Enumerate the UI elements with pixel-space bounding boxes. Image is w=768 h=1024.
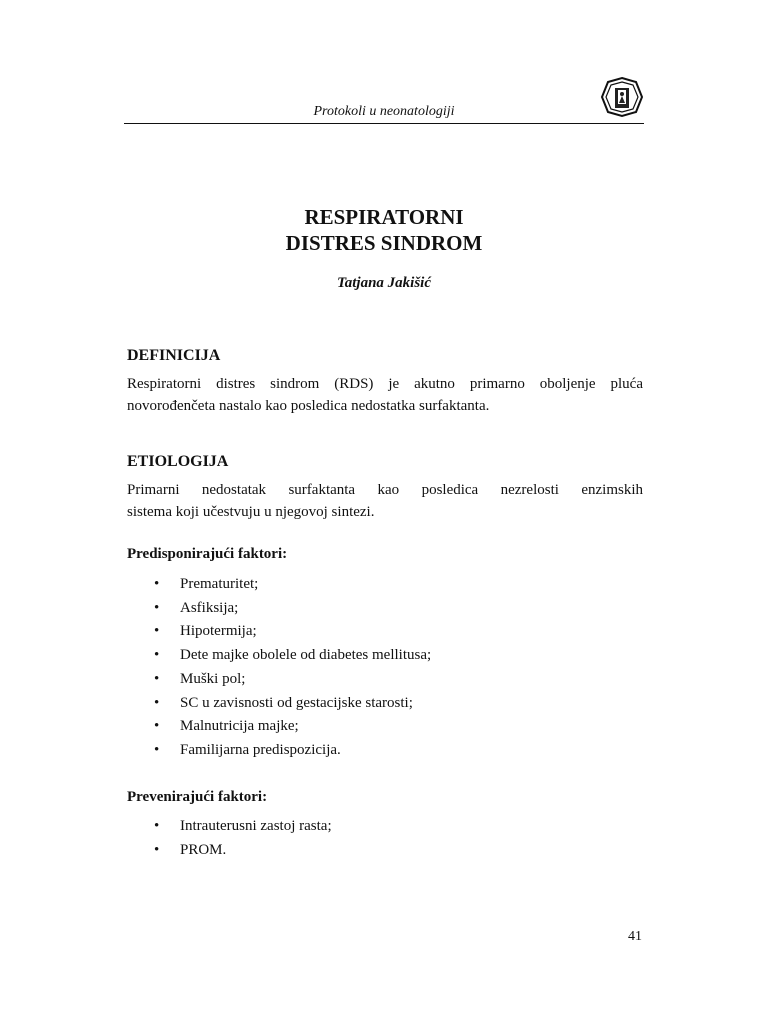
preventive-factors-list <box>127 815 332 862</box>
page-number: 41 <box>628 929 642 944</box>
bullet-icon: • <box>154 647 160 664</box>
title-line-2: DISTRES SINDROM <box>285 231 483 255</box>
etiology-heading: ETIOLOGIJA <box>127 453 229 470</box>
running-header: Protokoli u neonatologiji <box>313 104 455 119</box>
list-item: • Hipotermija; <box>127 620 431 644</box>
list-item: • Muški pol; <box>127 668 431 692</box>
institution-emblem-icon <box>600 76 644 118</box>
bullet-icon: • <box>154 718 160 735</box>
definition-line-1: Respiratorni distres sindrom (RDS) je akutno primarno oboljenje pluća <box>127 376 643 392</box>
bullet-icon: • <box>154 694 160 711</box>
list-item: • Familijarna predispozicija. <box>127 739 431 763</box>
article-title <box>124 204 644 256</box>
title-line-1: RESPIRATORNI <box>304 205 464 229</box>
list-item: • Prematuritet; <box>127 573 431 597</box>
bullet-icon: • <box>154 623 160 640</box>
list-item: • Intrauterusni zastoj rasta; <box>127 815 332 839</box>
list-item: • Dete majke obolele od diabetes mellitusa; <box>127 644 431 668</box>
bullet-icon: • <box>154 818 160 834</box>
etiology-line-1: Primarni nedostatak surfaktanta kao posledica nezrelosti enzimskih <box>127 482 643 498</box>
list-item: • PROM. <box>127 839 332 863</box>
bullet-icon: • <box>154 576 160 592</box>
definition-paragraph <box>127 373 643 417</box>
predisposing-factors-heading: Predisponirajući faktori: <box>127 546 288 562</box>
definition-heading: DEFINICIJA <box>127 347 221 364</box>
author-name: Tatjana Jakišić <box>336 275 432 291</box>
bullet-icon: • <box>154 599 160 616</box>
definition-line-2: novorođenčeta nastalo kao posledica nedostatka surfaktanta. <box>127 398 490 414</box>
bullet-icon: • <box>154 670 160 687</box>
list-item: • Malnutricija majke; <box>127 715 431 739</box>
bullet-icon: • <box>154 841 160 858</box>
list-item: • SC u zavisnosti od gestacijske starosti; <box>127 692 431 716</box>
list-item: • Asfiksija; <box>127 597 431 621</box>
predisposing-factors-list <box>127 573 431 763</box>
etiology-paragraph <box>127 479 643 523</box>
etiology-line-2: sistema koji učestvuju u njegovoj sintezi. <box>127 504 375 520</box>
header-divider <box>124 123 644 124</box>
bullet-icon: • <box>154 741 160 758</box>
preventive-factors-heading: Prevenirajući faktori: <box>127 789 268 805</box>
